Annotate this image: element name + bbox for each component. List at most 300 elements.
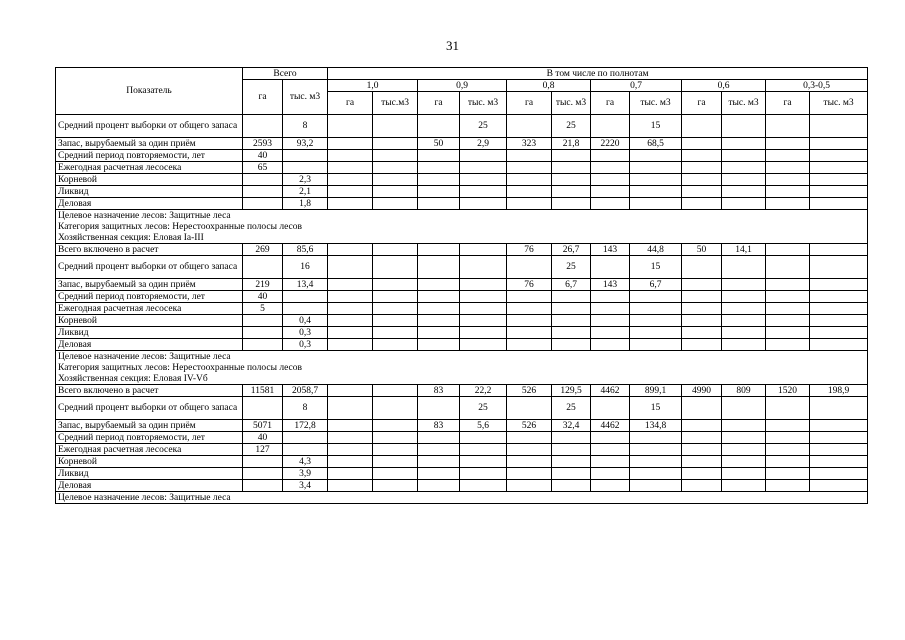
table-cell [328, 444, 373, 456]
table-cell [243, 115, 283, 138]
table-cell [722, 420, 766, 432]
table-cell: 4462 [591, 385, 630, 397]
table-row [56, 138, 868, 150]
table-cell: 0,3 [283, 327, 328, 339]
table-cell [630, 327, 682, 339]
table-cell: 2593 [243, 138, 283, 150]
table-cell: 65 [243, 162, 283, 174]
header-density: 0,3-0,5 [766, 80, 868, 92]
table-row [56, 198, 868, 210]
table-cell [418, 186, 460, 198]
table-cell [766, 198, 810, 210]
table-cell [630, 162, 682, 174]
table-cell: 323 [507, 138, 552, 150]
table-cell [418, 150, 460, 162]
table-cell: 25 [460, 397, 507, 420]
table-cell [682, 291, 722, 303]
table-cell [630, 186, 682, 198]
table-cell [591, 315, 630, 327]
table-cell [810, 480, 868, 492]
table-cell: 76 [507, 279, 552, 291]
section-row [56, 232, 868, 244]
table-cell [682, 456, 722, 468]
table-cell [722, 162, 766, 174]
table-cell [766, 303, 810, 315]
table-cell [630, 468, 682, 480]
table-cell: 899,1 [630, 385, 682, 397]
table-cell [552, 480, 591, 492]
table-cell [722, 303, 766, 315]
table-cell [243, 456, 283, 468]
table-cell [591, 468, 630, 480]
table-cell: 1,8 [283, 198, 328, 210]
table-cell [766, 339, 810, 351]
table-cell [552, 339, 591, 351]
table-cell [766, 468, 810, 480]
table-cell [766, 397, 810, 420]
table-cell [328, 339, 373, 351]
table-cell [766, 444, 810, 456]
table-row [56, 456, 868, 468]
table-cell [810, 279, 868, 291]
table-cell: 127 [243, 444, 283, 456]
table-row [56, 115, 868, 138]
table-cell [328, 420, 373, 432]
table-cell [373, 444, 418, 456]
table-cell [507, 456, 552, 468]
table-cell [373, 432, 418, 444]
section-row [56, 221, 868, 232]
table-cell [552, 468, 591, 480]
table-cell [373, 303, 418, 315]
section-row [56, 210, 868, 222]
section-row [56, 362, 868, 373]
table-cell [507, 444, 552, 456]
table-cell [630, 291, 682, 303]
table-cell [373, 162, 418, 174]
header-unit: тыс.м3 [373, 92, 418, 115]
table-cell [243, 186, 283, 198]
table-cell [810, 315, 868, 327]
table-cell [810, 244, 868, 256]
table-cell [591, 186, 630, 198]
table-row [56, 244, 868, 256]
table-cell [552, 303, 591, 315]
table-cell [810, 174, 868, 186]
header-total-volume: тыс. м3 [283, 80, 328, 115]
table-cell [373, 327, 418, 339]
table-row [56, 339, 868, 351]
table-cell [507, 291, 552, 303]
table-cell [766, 115, 810, 138]
table-cell [766, 186, 810, 198]
table-cell [766, 138, 810, 150]
table-cell [766, 174, 810, 186]
table-cell [373, 244, 418, 256]
table-cell [418, 244, 460, 256]
table-cell [328, 256, 373, 279]
table-cell [460, 315, 507, 327]
table-cell: 83 [418, 385, 460, 397]
table-row [56, 420, 868, 432]
section-text: Хозяйственная секция: Еловая IV-Vб [56, 373, 868, 385]
table-cell [766, 315, 810, 327]
table-cell [507, 303, 552, 315]
header-unit: тыс. м3 [722, 92, 766, 115]
table-cell [766, 162, 810, 174]
table-cell [460, 279, 507, 291]
table-cell [418, 198, 460, 210]
table-cell [373, 420, 418, 432]
table-cell: 40 [243, 291, 283, 303]
table-cell [328, 432, 373, 444]
table-row [56, 291, 868, 303]
table-cell [507, 432, 552, 444]
table-cell [328, 456, 373, 468]
table-cell [810, 138, 868, 150]
table-cell: 526 [507, 385, 552, 397]
table-cell [552, 432, 591, 444]
table-cell [810, 150, 868, 162]
table-cell [373, 480, 418, 492]
table-cell [591, 162, 630, 174]
row-label: Корневой [56, 456, 243, 468]
table-cell: 134,8 [630, 420, 682, 432]
table-cell: 21,8 [552, 138, 591, 150]
table-cell [552, 291, 591, 303]
table-cell: 76 [507, 244, 552, 256]
table-cell: 11581 [243, 385, 283, 397]
table-cell [682, 174, 722, 186]
table-cell [507, 397, 552, 420]
table-cell [328, 480, 373, 492]
table-cell [591, 444, 630, 456]
table-row [56, 256, 868, 279]
header-unit: га [418, 92, 460, 115]
table-row [56, 327, 868, 339]
table-cell: 44,8 [630, 244, 682, 256]
table-cell [810, 456, 868, 468]
table-cell [418, 115, 460, 138]
table-cell [682, 279, 722, 291]
table-cell [418, 256, 460, 279]
table-cell: 32,4 [552, 420, 591, 432]
table-cell [283, 162, 328, 174]
table-cell [507, 327, 552, 339]
header-total-ha: га [243, 80, 283, 115]
table-cell [328, 315, 373, 327]
table-cell [283, 303, 328, 315]
table-body [56, 115, 868, 504]
table-cell [460, 174, 507, 186]
table-row [56, 468, 868, 480]
table-cell: 172,8 [283, 420, 328, 432]
section-text: Категория защитных лесов: Нерестоохранные полосы лесов [56, 221, 868, 232]
table-cell [373, 138, 418, 150]
table-cell [373, 279, 418, 291]
table-cell [328, 385, 373, 397]
table-cell: 22,2 [460, 385, 507, 397]
table-cell [630, 432, 682, 444]
table-cell [722, 327, 766, 339]
table-cell: 2058,7 [283, 385, 328, 397]
table-cell [682, 162, 722, 174]
table-cell: 16 [283, 256, 328, 279]
table-cell: 26,7 [552, 244, 591, 256]
header-unit: га [682, 92, 722, 115]
table-cell [460, 468, 507, 480]
table-cell: 269 [243, 244, 283, 256]
table-cell [810, 162, 868, 174]
table-cell [373, 186, 418, 198]
row-label: Средний период повторяемости, лет [56, 150, 243, 162]
table-cell [328, 198, 373, 210]
table-cell [283, 150, 328, 162]
table-cell [722, 115, 766, 138]
table-cell [722, 432, 766, 444]
header-unit: га [328, 92, 373, 115]
table-cell [722, 397, 766, 420]
table-cell [243, 315, 283, 327]
header-unit: га [591, 92, 630, 115]
table-cell [766, 150, 810, 162]
table-cell [283, 444, 328, 456]
table-cell [243, 327, 283, 339]
table-cell: 68,5 [630, 138, 682, 150]
table-cell: 6,7 [552, 279, 591, 291]
table-cell [682, 480, 722, 492]
table-cell [460, 432, 507, 444]
table-cell [328, 138, 373, 150]
table-cell: 50 [418, 138, 460, 150]
table-cell [591, 256, 630, 279]
table-cell: 143 [591, 244, 630, 256]
table-row [56, 279, 868, 291]
table-cell [552, 327, 591, 339]
table-row [56, 303, 868, 315]
table-cell [373, 198, 418, 210]
table-cell [552, 162, 591, 174]
table-cell: 129,5 [552, 385, 591, 397]
header-unit: га [766, 92, 810, 115]
table-cell [373, 385, 418, 397]
table-cell [722, 468, 766, 480]
table-cell [682, 198, 722, 210]
table-row [56, 444, 868, 456]
table-cell [328, 174, 373, 186]
table-cell [766, 244, 810, 256]
section-text: Целевое назначение лесов: Защитные леса [56, 210, 868, 222]
table-cell [507, 115, 552, 138]
table-cell [460, 303, 507, 315]
table-cell [591, 174, 630, 186]
table-cell: 40 [243, 432, 283, 444]
table-cell [682, 432, 722, 444]
table-cell [507, 186, 552, 198]
table-cell [328, 162, 373, 174]
table-cell: 15 [630, 115, 682, 138]
table-cell [630, 339, 682, 351]
table-cell [810, 198, 868, 210]
table-cell [373, 315, 418, 327]
table-cell [460, 162, 507, 174]
header-total: Всего [243, 68, 328, 80]
table-cell: 1520 [766, 385, 810, 397]
table-cell [373, 150, 418, 162]
table-cell [373, 174, 418, 186]
row-label: Ежегодная расчетная лесосека [56, 162, 243, 174]
table-cell [682, 186, 722, 198]
table-cell [630, 444, 682, 456]
table-cell [591, 480, 630, 492]
table-cell [243, 256, 283, 279]
table-cell [552, 456, 591, 468]
table-cell [630, 174, 682, 186]
table-cell [373, 468, 418, 480]
table-cell: 85,6 [283, 244, 328, 256]
table-cell [591, 456, 630, 468]
header-density: 0,6 [682, 80, 766, 92]
table-row [56, 432, 868, 444]
table-cell [328, 327, 373, 339]
table-cell: 25 [552, 256, 591, 279]
table-cell [507, 468, 552, 480]
section-row [56, 492, 868, 504]
row-label: Средний период повторяемости, лет [56, 432, 243, 444]
table-cell [460, 256, 507, 279]
row-label: Ликвид [56, 186, 243, 198]
table-cell [810, 327, 868, 339]
table-cell [591, 198, 630, 210]
table-cell [460, 456, 507, 468]
row-label: Средний процент выборки от общего запаса [56, 397, 243, 420]
header-unit: тыс. м3 [552, 92, 591, 115]
table-cell [722, 186, 766, 198]
table-cell [418, 456, 460, 468]
table-cell [682, 115, 722, 138]
table-cell: 526 [507, 420, 552, 432]
table-row [56, 480, 868, 492]
table-cell: 25 [460, 115, 507, 138]
table-cell [243, 468, 283, 480]
table-cell [418, 468, 460, 480]
table-cell [243, 198, 283, 210]
table-cell: 143 [591, 279, 630, 291]
row-label: Ежегодная расчетная лесосека [56, 303, 243, 315]
table-cell [283, 432, 328, 444]
table-cell [591, 432, 630, 444]
table-cell [418, 432, 460, 444]
section-text: Целевое назначение лесов: Защитные леса [56, 351, 868, 363]
table-cell [460, 244, 507, 256]
table-cell [418, 303, 460, 315]
table-cell: 6,7 [630, 279, 682, 291]
table-cell [722, 198, 766, 210]
table-cell [682, 256, 722, 279]
table-cell [591, 327, 630, 339]
row-label: Всего включено в расчет [56, 244, 243, 256]
table-cell [766, 480, 810, 492]
table-cell [630, 480, 682, 492]
table-cell [591, 150, 630, 162]
table-cell [810, 420, 868, 432]
table-cell [373, 256, 418, 279]
section-text: Целевое назначение лесов: Защитные леса [56, 492, 868, 504]
table-cell [810, 339, 868, 351]
table-cell: 5071 [243, 420, 283, 432]
table-row [56, 162, 868, 174]
table-cell [552, 150, 591, 162]
table-cell [373, 397, 418, 420]
table-cell [328, 468, 373, 480]
table-cell [328, 397, 373, 420]
table-cell [328, 186, 373, 198]
row-label: Деловая [56, 480, 243, 492]
table-cell [507, 198, 552, 210]
table-cell [591, 291, 630, 303]
table-cell [552, 444, 591, 456]
table-cell [682, 327, 722, 339]
row-label: Запас, вырубаемый за один приём [56, 279, 243, 291]
table-cell [810, 256, 868, 279]
table-cell [418, 480, 460, 492]
section-text: Категория защитных лесов: Нерестоохранные полосы лесов [56, 362, 868, 373]
table-cell [682, 444, 722, 456]
table-cell [810, 115, 868, 138]
table-cell [418, 279, 460, 291]
table-cell [810, 397, 868, 420]
header-density: 0,9 [418, 80, 507, 92]
table-cell [328, 303, 373, 315]
table-cell [810, 468, 868, 480]
table-cell [682, 397, 722, 420]
table-row [56, 397, 868, 420]
table-cell [507, 162, 552, 174]
table-row [56, 174, 868, 186]
table-cell [460, 339, 507, 351]
table-cell [682, 303, 722, 315]
table-cell [591, 115, 630, 138]
table-cell [507, 256, 552, 279]
table-cell: 8 [283, 115, 328, 138]
table-cell [507, 150, 552, 162]
table-cell [766, 456, 810, 468]
page-number: 31 [446, 38, 459, 53]
row-label: Всего включено в расчет [56, 385, 243, 397]
table-header [56, 68, 868, 115]
table-cell [630, 303, 682, 315]
table-cell [722, 339, 766, 351]
row-label: Ежегодная расчетная лесосека [56, 444, 243, 456]
table-cell [766, 279, 810, 291]
table-cell [418, 339, 460, 351]
table-cell: 25 [552, 397, 591, 420]
table-cell [507, 339, 552, 351]
table-cell: 14,1 [722, 244, 766, 256]
table-cell [283, 291, 328, 303]
table-cell: 809 [722, 385, 766, 397]
table-row [56, 150, 868, 162]
section-text: Хозяйственная секция: Еловая Iа-III [56, 232, 868, 244]
table-cell [328, 291, 373, 303]
table-cell [591, 303, 630, 315]
table-cell [682, 339, 722, 351]
table-cell [243, 339, 283, 351]
table-cell: 2,1 [283, 186, 328, 198]
table-row [56, 385, 868, 397]
table-cell: 4462 [591, 420, 630, 432]
table-cell: 40 [243, 150, 283, 162]
